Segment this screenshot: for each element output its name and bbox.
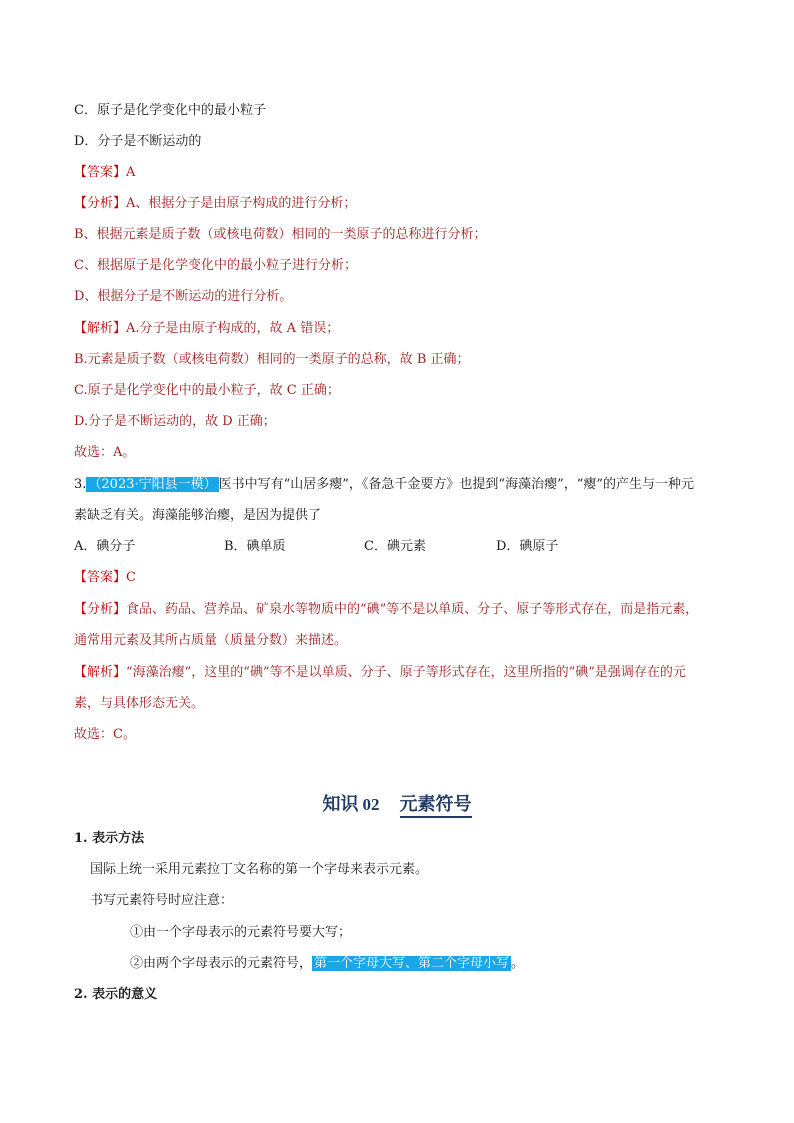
q2-analysis-line-4: D、根据分子是不断运动的进行分析。	[74, 289, 293, 304]
q3-explain-line-2: 素，与具体形态无关。	[74, 696, 205, 711]
q2-analysis-line-3: C、根据原子是化学变化中的最小粒子进行分析；	[74, 258, 357, 273]
part1-rule-2: ②由两个字母表示的元素符号， 第一个字母大写、第二个字母小写 。	[130, 956, 525, 971]
part1-line-2: 书写元素符号时应注意：	[90, 893, 234, 908]
q3-source-badge: （2023·宁阳县一模）	[88, 477, 217, 492]
q3-options	[74, 538, 634, 556]
q3-option-b: B．碘单质	[224, 539, 286, 554]
q2-choice: 故选：A。	[74, 445, 136, 460]
part1-line-1: 国际上统一采用元素拉丁文名称的第一个字母来表示元素。	[90, 862, 429, 877]
q2-option-c: C．原子是化学变化中的最小粒子	[74, 103, 266, 118]
section-number: 02	[362, 795, 380, 814]
part1-rule-1: ①由一个字母表示的元素符号要大写；	[130, 925, 352, 940]
q3-answer: 【答案】C	[74, 570, 136, 585]
q3-analysis-line-2: 通常用元素及其所占质量（质量分数）来描述。	[74, 633, 348, 648]
q2-explain-line-3: C.原子是化学变化中的最小粒子，故 C 正确；	[74, 383, 340, 398]
part2-heading: 2. 表示的意义	[74, 987, 158, 1002]
section-prefix: 知识	[322, 794, 359, 815]
part1-heading: 1. 表示方法	[74, 831, 145, 846]
explain-label: 【解析】	[74, 321, 127, 336]
q2-analysis-line-1: 【分析】A、根据分子是由原子构成的进行分析；	[74, 196, 357, 211]
q3-choice: 故选：C。	[74, 727, 136, 742]
section-heading	[0, 790, 794, 816]
q3-analysis-line-1: 【分析】食品、药品、营养品、矿泉水等物质中的“碘”等不是以单质、分子、原子等形式存在，而是指元素，	[74, 602, 699, 617]
q2-answer	[74, 164, 135, 182]
q3-explain-line-1: 【解析】“海藻治瘿”，这里的“碘”等不是以单质、分子、原子等形式存在，这里所指的“碘”是强调存在的元	[74, 665, 686, 680]
q2-explain-line-4: D.分子是不断运动的，故 D 正确；	[74, 414, 276, 429]
answer-label: 【答案】	[74, 165, 127, 180]
q3-option-a: A．碘分子	[74, 539, 136, 554]
rule-highlight: 第一个字母大写、第二个字母小写	[314, 956, 510, 971]
q3-number: 3.	[74, 477, 87, 492]
q3-option-d: D．碘原子	[496, 539, 559, 554]
q2-option-d: D．分子是不断运动的	[74, 134, 202, 149]
q2-explain-line-1: 【解析】A.分子是由原子构成的，故 A 错误；	[74, 321, 340, 336]
answer-value: A	[126, 165, 136, 180]
section-title: 元素符号	[400, 794, 472, 818]
analysis-label: 【分析】	[74, 196, 127, 211]
q3-stem-line-1: 3. （2023·宁阳县一模） 医书中写有“山居多瘿”，《备急千金要方》也提到“海藻治瘿”，“瘿”的产生与一种元	[74, 477, 695, 492]
q3-stem-line-2: 素缺乏有关。海藻能够治瘿，是因为提供了	[74, 508, 322, 523]
q2-explain-line-2: B.元素是质子数（或核电荷数）相同的一类原子的总称，故 B 正确；	[74, 352, 470, 367]
q3-option-c: C．碘元素	[364, 539, 426, 554]
q2-analysis-line-2: B、根据元素是质子数（或核电荷数）相同的一类原子的总称进行分析；	[74, 227, 487, 242]
